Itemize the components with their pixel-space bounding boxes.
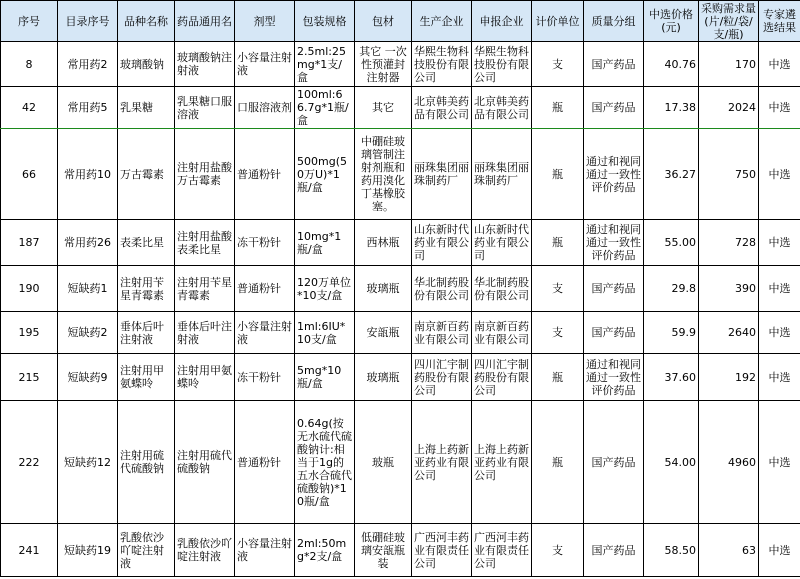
table-cell[interactable]: 170 xyxy=(699,42,759,87)
table-cell[interactable]: 广西河丰药业有限责任公司 xyxy=(412,524,472,577)
table-cell[interactable]: 222 xyxy=(1,401,58,524)
table-cell[interactable]: 支 xyxy=(532,266,584,312)
header-cell[interactable]: 序号 xyxy=(1,1,58,42)
header-cell[interactable]: 药品通用名 xyxy=(175,1,235,42)
table-cell[interactable]: 短缺药19 xyxy=(58,524,118,577)
table-cell[interactable]: 中选 xyxy=(759,42,800,87)
header-cell[interactable]: 包材 xyxy=(355,1,412,42)
table-cell[interactable]: 常用药2 xyxy=(58,42,118,87)
table-cell[interactable]: 通过和视同通过一致性评价药品 xyxy=(584,354,644,401)
table-cell[interactable]: 8 xyxy=(1,42,58,87)
table-cell[interactable]: 玻瓶 xyxy=(355,401,412,524)
table-cell[interactable]: 2024 xyxy=(699,87,759,129)
table-cell[interactable]: 山东新时代药业有限公司 xyxy=(472,220,532,266)
table-cell[interactable]: 华北制药股份有限公司 xyxy=(412,266,472,312)
header-cell[interactable]: 剂型 xyxy=(235,1,295,42)
table-cell[interactable]: 瓶 xyxy=(532,401,584,524)
table-cell[interactable]: 注射用硫代硫酸钠 xyxy=(175,401,235,524)
table-cell[interactable]: 上海上药新亚药业有限公司 xyxy=(472,401,532,524)
table-cell[interactable]: 普通粉针 xyxy=(235,129,295,220)
table-cell[interactable]: 国产药品 xyxy=(584,524,644,577)
table-cell[interactable]: 安瓿瓶 xyxy=(355,312,412,354)
table-cell[interactable]: 注射用甲氨蝶呤 xyxy=(175,354,235,401)
table-cell[interactable]: 54.00 xyxy=(644,401,699,524)
table-cell[interactable]: 垂体后叶注射液 xyxy=(175,312,235,354)
table-cell[interactable]: 乳果糖口服溶液 xyxy=(175,87,235,129)
table-cell[interactable]: 南京新百药业有限公司 xyxy=(412,312,472,354)
table-cell[interactable]: 29.8 xyxy=(644,266,699,312)
table-cell[interactable]: 58.50 xyxy=(644,524,699,577)
table-cell[interactable]: 四川汇宇制药股份有限公司 xyxy=(412,354,472,401)
table-cell[interactable]: 36.27 xyxy=(644,129,699,220)
table-cell[interactable]: 国产药品 xyxy=(584,312,644,354)
table-row[interactable] xyxy=(1,524,800,577)
table-cell[interactable]: 187 xyxy=(1,220,58,266)
table-cell[interactable]: 1ml:6IU*10支/盒 xyxy=(295,312,355,354)
table-cell[interactable]: 42 xyxy=(1,87,58,129)
table-cell[interactable]: 普通粉针 xyxy=(235,401,295,524)
table-cell[interactable]: 注射用苄星青霉素 xyxy=(175,266,235,312)
table-cell[interactable]: 2.5ml:25mg*1支/盒 xyxy=(295,42,355,87)
header-row xyxy=(1,1,800,42)
table-cell[interactable]: 192 xyxy=(699,354,759,401)
table-cell[interactable]: 常用药26 xyxy=(58,220,118,266)
table-cell[interactable]: 北京韩美药品有限公司 xyxy=(472,87,532,129)
header-cell[interactable]: 包装规格 xyxy=(295,1,355,42)
table-cell[interactable]: 中选 xyxy=(759,401,800,524)
table-cell[interactable]: 注射用苄星青霉素 xyxy=(118,266,175,312)
table-cell[interactable]: 低硼硅玻璃安瓿瓶装 xyxy=(355,524,412,577)
table-cell[interactable]: 195 xyxy=(1,312,58,354)
table-cell[interactable]: 乳果糖 xyxy=(118,87,175,129)
table-cell[interactable]: 普通粉针 xyxy=(235,266,295,312)
table-cell[interactable]: 注射用盐酸表柔比星 xyxy=(175,220,235,266)
table-cell[interactable]: 55.00 xyxy=(644,220,699,266)
table-cell[interactable]: 其它 一次性预灌封注射器 xyxy=(355,42,412,87)
table-cell[interactable]: 750 xyxy=(699,129,759,220)
table-cell[interactable]: 37.60 xyxy=(644,354,699,401)
table-cell[interactable]: 短缺药2 xyxy=(58,312,118,354)
table-cell[interactable]: 59.9 xyxy=(644,312,699,354)
table-row[interactable] xyxy=(1,401,800,524)
table-cell[interactable]: 南京新百药业有限公司 xyxy=(472,312,532,354)
table-cell[interactable]: 中选 xyxy=(759,354,800,401)
table-cell[interactable]: 100ml:66.7g*1瓶/盒 xyxy=(295,87,355,129)
table-cell[interactable]: 垂体后叶注射液 xyxy=(118,312,175,354)
table-cell[interactable]: 国产药品 xyxy=(584,266,644,312)
header-cell[interactable]: 中选价格(元) xyxy=(644,1,699,42)
table-cell[interactable]: 山东新时代药业有限公司 xyxy=(412,220,472,266)
table-cell[interactable]: 小容量注射液 xyxy=(235,524,295,577)
header-cell[interactable]: 申报企业 xyxy=(472,1,532,42)
table-cell[interactable]: 215 xyxy=(1,354,58,401)
table-cell[interactable]: 小容量注射液 xyxy=(235,312,295,354)
table-cell[interactable]: 2ml:50mg*2支/盒 xyxy=(295,524,355,577)
table-cell[interactable]: 乳酸依沙吖啶注射液 xyxy=(118,524,175,577)
table-cell[interactable]: 短缺药9 xyxy=(58,354,118,401)
table-cell[interactable]: 冻干粉针 xyxy=(235,220,295,266)
table-cell[interactable]: 华北制药股份有限公司 xyxy=(472,266,532,312)
table-cell[interactable]: 小容量注射液 xyxy=(235,42,295,87)
header-cell[interactable]: 生产企业 xyxy=(412,1,472,42)
table-cell[interactable]: 中选 xyxy=(759,312,800,354)
table-cell[interactable]: 66 xyxy=(1,129,58,220)
table-cell[interactable]: 万古霉素 xyxy=(118,129,175,220)
table-cell[interactable]: 注射用甲氨蝶呤 xyxy=(118,354,175,401)
table-cell[interactable]: 40.76 xyxy=(644,42,699,87)
table-cell[interactable]: 瓶 xyxy=(532,129,584,220)
table-cell[interactable]: 注射用硫代硫酸钠 xyxy=(118,401,175,524)
table-cell[interactable]: 国产药品 xyxy=(584,401,644,524)
table-cell[interactable]: 短缺药1 xyxy=(58,266,118,312)
table-cell[interactable]: 63 xyxy=(699,524,759,577)
table-cell[interactable]: 中选 xyxy=(759,220,800,266)
table-cell[interactable]: 中选 xyxy=(759,87,800,129)
table-cell[interactable]: 冻干粉针 xyxy=(235,354,295,401)
table-cell[interactable]: 500mg(50万U)*1瓶/盒 xyxy=(295,129,355,220)
table-cell[interactable]: 玻璃瓶 xyxy=(355,354,412,401)
table-row[interactable] xyxy=(1,354,800,401)
table-cell[interactable]: 728 xyxy=(699,220,759,266)
table-cell[interactable]: 玻璃酸钠注射液 xyxy=(175,42,235,87)
table-cell[interactable]: 190 xyxy=(1,266,58,312)
table-cell[interactable]: 10mg*1瓶/盒 xyxy=(295,220,355,266)
table-cell[interactable]: 常用药5 xyxy=(58,87,118,129)
header-cell[interactable]: 专家遴选结果 xyxy=(759,1,800,42)
header-cell[interactable]: 质量分组 xyxy=(584,1,644,42)
table-cell[interactable]: 短缺药12 xyxy=(58,401,118,524)
header-cell[interactable]: 品种名称 xyxy=(118,1,175,42)
table-cell[interactable]: 常用药10 xyxy=(58,129,118,220)
table-cell[interactable]: 玻璃瓶 xyxy=(355,266,412,312)
table-cell[interactable]: 通过和视同通过一致性评价药品 xyxy=(584,220,644,266)
table-cell[interactable]: 中选 xyxy=(759,129,800,220)
table-cell[interactable]: 上海上药新亚药业有限公司 xyxy=(412,401,472,524)
table-cell[interactable]: 0.64g(按无水硫代硫酸钠计:相当于1g的五水合硫代硫酸钠)*10瓶/盒 xyxy=(295,401,355,524)
table-cell[interactable]: 241 xyxy=(1,524,58,577)
table-row[interactable] xyxy=(1,87,800,129)
table-cell[interactable]: 5mg*10瓶/盒 xyxy=(295,354,355,401)
table-cell[interactable]: 玻璃酸钠 xyxy=(118,42,175,87)
table-cell[interactable]: 四川汇宇制药股份有限公司 xyxy=(472,354,532,401)
table-cell[interactable]: 120万单位*10支/盒 xyxy=(295,266,355,312)
table-cell[interactable]: 口服溶液剂 xyxy=(235,87,295,129)
table-cell[interactable]: 4960 xyxy=(699,401,759,524)
table-cell[interactable]: 瓶 xyxy=(532,220,584,266)
table-cell[interactable]: 通过和视同通过一致性评价药品 xyxy=(584,129,644,220)
table-cell[interactable]: 丽珠集团丽珠制药厂 xyxy=(472,129,532,220)
table-row[interactable] xyxy=(1,129,800,220)
table-cell[interactable]: 国产药品 xyxy=(584,42,644,87)
header-cell[interactable]: 计价单位 xyxy=(532,1,584,42)
table-cell[interactable]: 华熙生物科技股份有限公司 xyxy=(412,42,472,87)
header-cell[interactable]: 采购需求量(片/粒/袋/支/瓶) xyxy=(699,1,759,42)
table-row[interactable] xyxy=(1,266,800,312)
table-row[interactable] xyxy=(1,220,800,266)
table-cell[interactable]: 支 xyxy=(532,524,584,577)
table-cell[interactable]: 其它 xyxy=(355,87,412,129)
table-cell[interactable]: 支 xyxy=(532,312,584,354)
table-cell[interactable]: 390 xyxy=(699,266,759,312)
table-cell[interactable]: 中选 xyxy=(759,266,800,312)
table-cell[interactable]: 西林瓶 xyxy=(355,220,412,266)
table-cell[interactable]: 瓶 xyxy=(532,87,584,129)
table-cell[interactable]: 17.38 xyxy=(644,87,699,129)
header-cell[interactable]: 目录序号 xyxy=(58,1,118,42)
table-cell[interactable]: 广西河丰药业有限责任公司 xyxy=(472,524,532,577)
table-cell[interactable]: 2640 xyxy=(699,312,759,354)
table-cell[interactable]: 华熙生物科技股份有限公司 xyxy=(472,42,532,87)
table-row[interactable] xyxy=(1,312,800,354)
table-cell[interactable]: 国产药品 xyxy=(584,87,644,129)
table-cell[interactable]: 北京韩美药品有限公司 xyxy=(412,87,472,129)
table-cell[interactable]: 中选 xyxy=(759,524,800,577)
table-cell[interactable]: 表柔比星 xyxy=(118,220,175,266)
table-cell[interactable]: 丽珠集团丽珠制药厂 xyxy=(412,129,472,220)
table-cell[interactable]: 乳酸依沙吖啶注射液 xyxy=(175,524,235,577)
table-row[interactable] xyxy=(1,42,800,87)
table-cell[interactable]: 瓶 xyxy=(532,354,584,401)
table-cell[interactable]: 中硼硅玻璃管制注射剂瓶和药用溴化丁基橡胶塞。 xyxy=(355,129,412,220)
table-cell[interactable]: 注射用盐酸万古霉素 xyxy=(175,129,235,220)
table-cell[interactable]: 支 xyxy=(532,42,584,87)
